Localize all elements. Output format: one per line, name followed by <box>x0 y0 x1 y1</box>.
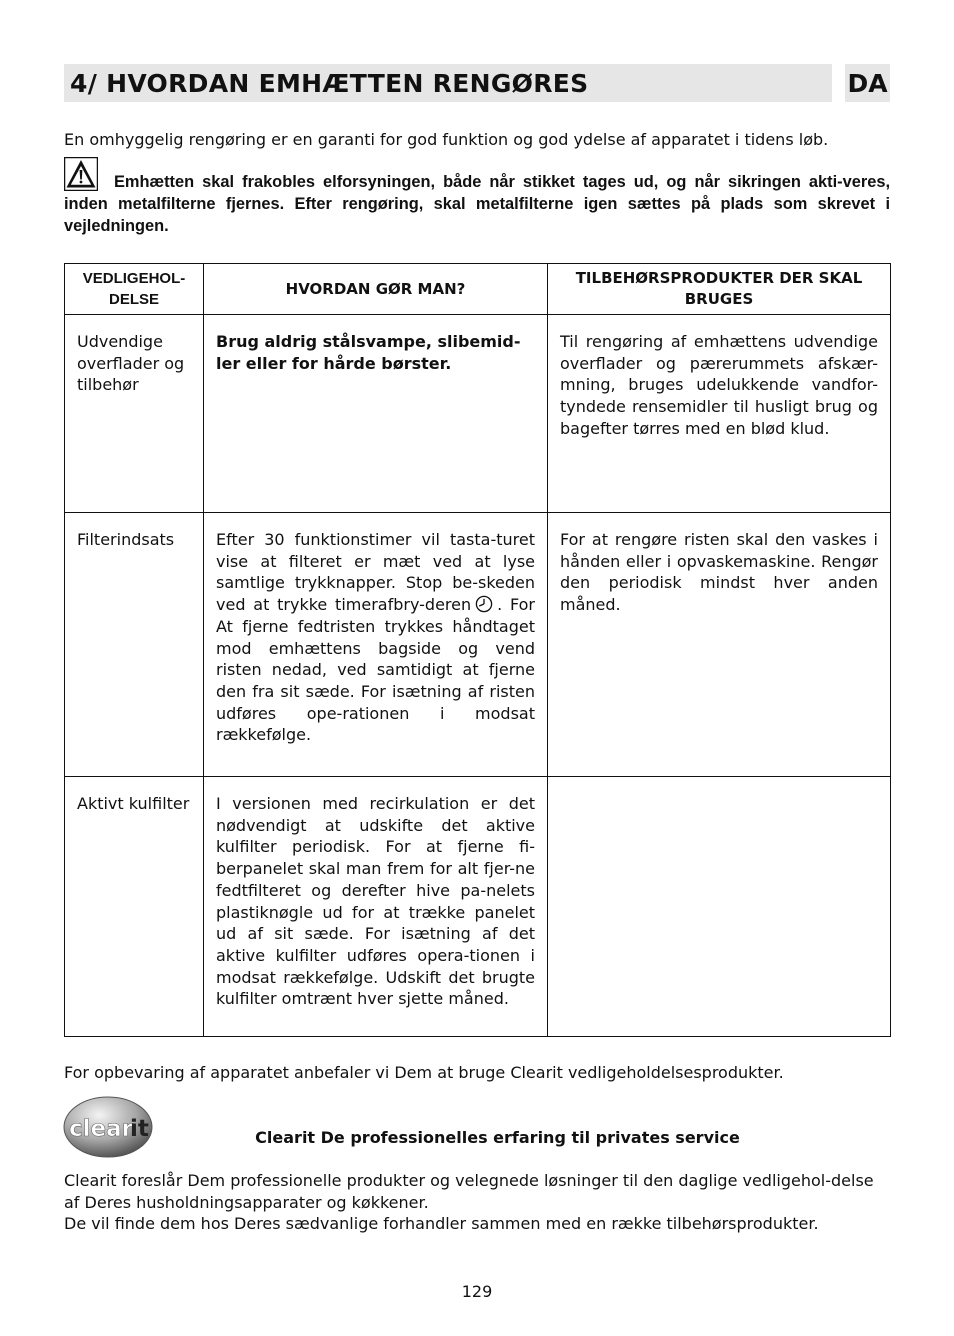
table-cell-item: Filterindsats <box>65 513 204 777</box>
section-title-bar <box>64 64 832 102</box>
table-cell-item: Aktivt kulfilter <box>65 777 204 1037</box>
clearit-tagline: Clearit De professionelles erfaring til privates service <box>255 1128 740 1147</box>
outro-text <box>64 1170 892 1235</box>
how-text-part2: . For At fjerne fedtristen trykkes håndtaget mod emhættens bagside og vend risten nedad, ved samtidigt at fjerne den fra sit sæde. For isætning af risten udføres ope-rationen i modsat rækkefølge. <box>216 595 536 745</box>
storage-note: For opbevaring af apparatet anbefaler vi Dem at bruge Clearit vedligeholdelsesprodukter. <box>64 1063 784 1082</box>
table-cell-products: Til rengøring af emhættens udvendige overflader og pærerummets afskær-mning, bruges udelukkende vandfor-tyndede rensemidler til husligt brug og bagefter tørres med en blød klud. <box>548 315 891 513</box>
logo-text-clear: clear <box>69 1116 133 1142</box>
table-cell-item: Udvendige overflader og tilbehør <box>65 315 204 513</box>
column-header-products: TILBEHØRSPRODUKTER DER SKAL BRUGES <box>548 264 891 315</box>
table-cell-products: For at rengøre risten skal den vaskes i hånden eller i opvaskemaskine. Rengør den periodisk mindst hver anden måned. <box>548 513 891 777</box>
page-number: 129 <box>461 1282 493 1301</box>
language-tab <box>845 64 890 102</box>
logo-text-it: it <box>130 1116 149 1142</box>
column-header-how: HVORDAN GØR MAN? <box>204 264 548 315</box>
intro-paragraph: En omhyggelig rengøring er en garanti for god funktion og god ydelse af apparatet i tidens løb. <box>64 130 829 149</box>
maintenance-table <box>64 263 891 1037</box>
table-row <box>65 513 891 777</box>
warning-text <box>64 171 890 237</box>
table-header-row <box>65 264 891 315</box>
how-text-part1: Efter 30 funktionstimer vil tasta-turet vise at filteret er mæt ved at lyse samtlige trykknapper. Stop be-skeden ved at trykke timerafbry-deren <box>216 530 535 615</box>
language-code: DA <box>847 68 888 98</box>
timer-clock-icon <box>475 595 493 613</box>
table-row <box>65 777 891 1037</box>
table-row <box>65 315 891 513</box>
outro-paragraph: Clearit foreslår Dem professionelle produkter og velegnede løsninger til den daglige vedligehol-delse af Deres husholdningsapparater og køkkener. <box>64 1171 874 1212</box>
table-cell-how: I versionen med recirkulation er det nødvendigt at udskifte det aktive kulfilter periodisk. For at fjerne fi-berpanelet skal man frem for alt fjer-ne fedtfilteret og derefter hive pa-nelets plastiknøgle ud for at trække panelet ud af sit sæde. For isætning af det aktive kulfilter udføres opera-tionen i modsat rækkefølge. Udskift det brugte kulfilter omtrænt hver sjette måned. <box>204 777 548 1037</box>
table-cell-how <box>204 513 548 777</box>
table-cell-how: Brug aldrig stålsvampe, slibemid-ler eller for hårde børster. <box>204 315 548 513</box>
table-cell-products <box>548 777 891 1037</box>
outro-paragraph: De vil finde dem hos Deres sædvanlige forhandler sammen med en række tilbehørsprodukter. <box>64 1214 819 1233</box>
column-header-maintenance: VEDLIGEHOL-DELSE <box>65 264 204 315</box>
section-title: 4/ HVORDAN EMHÆTTEN RENGØRES <box>70 68 589 98</box>
clearit-logo <box>63 1096 153 1158</box>
warning-text-content: Emhætten skal frakobles elforsyningen, både når stikket tages ud, og når sikringen akti-veres, inden metalfilterne fjernes. Efter rengøring, skal metalfilterne igen sættes på plads som skrevet i vejledningen. <box>64 173 890 235</box>
